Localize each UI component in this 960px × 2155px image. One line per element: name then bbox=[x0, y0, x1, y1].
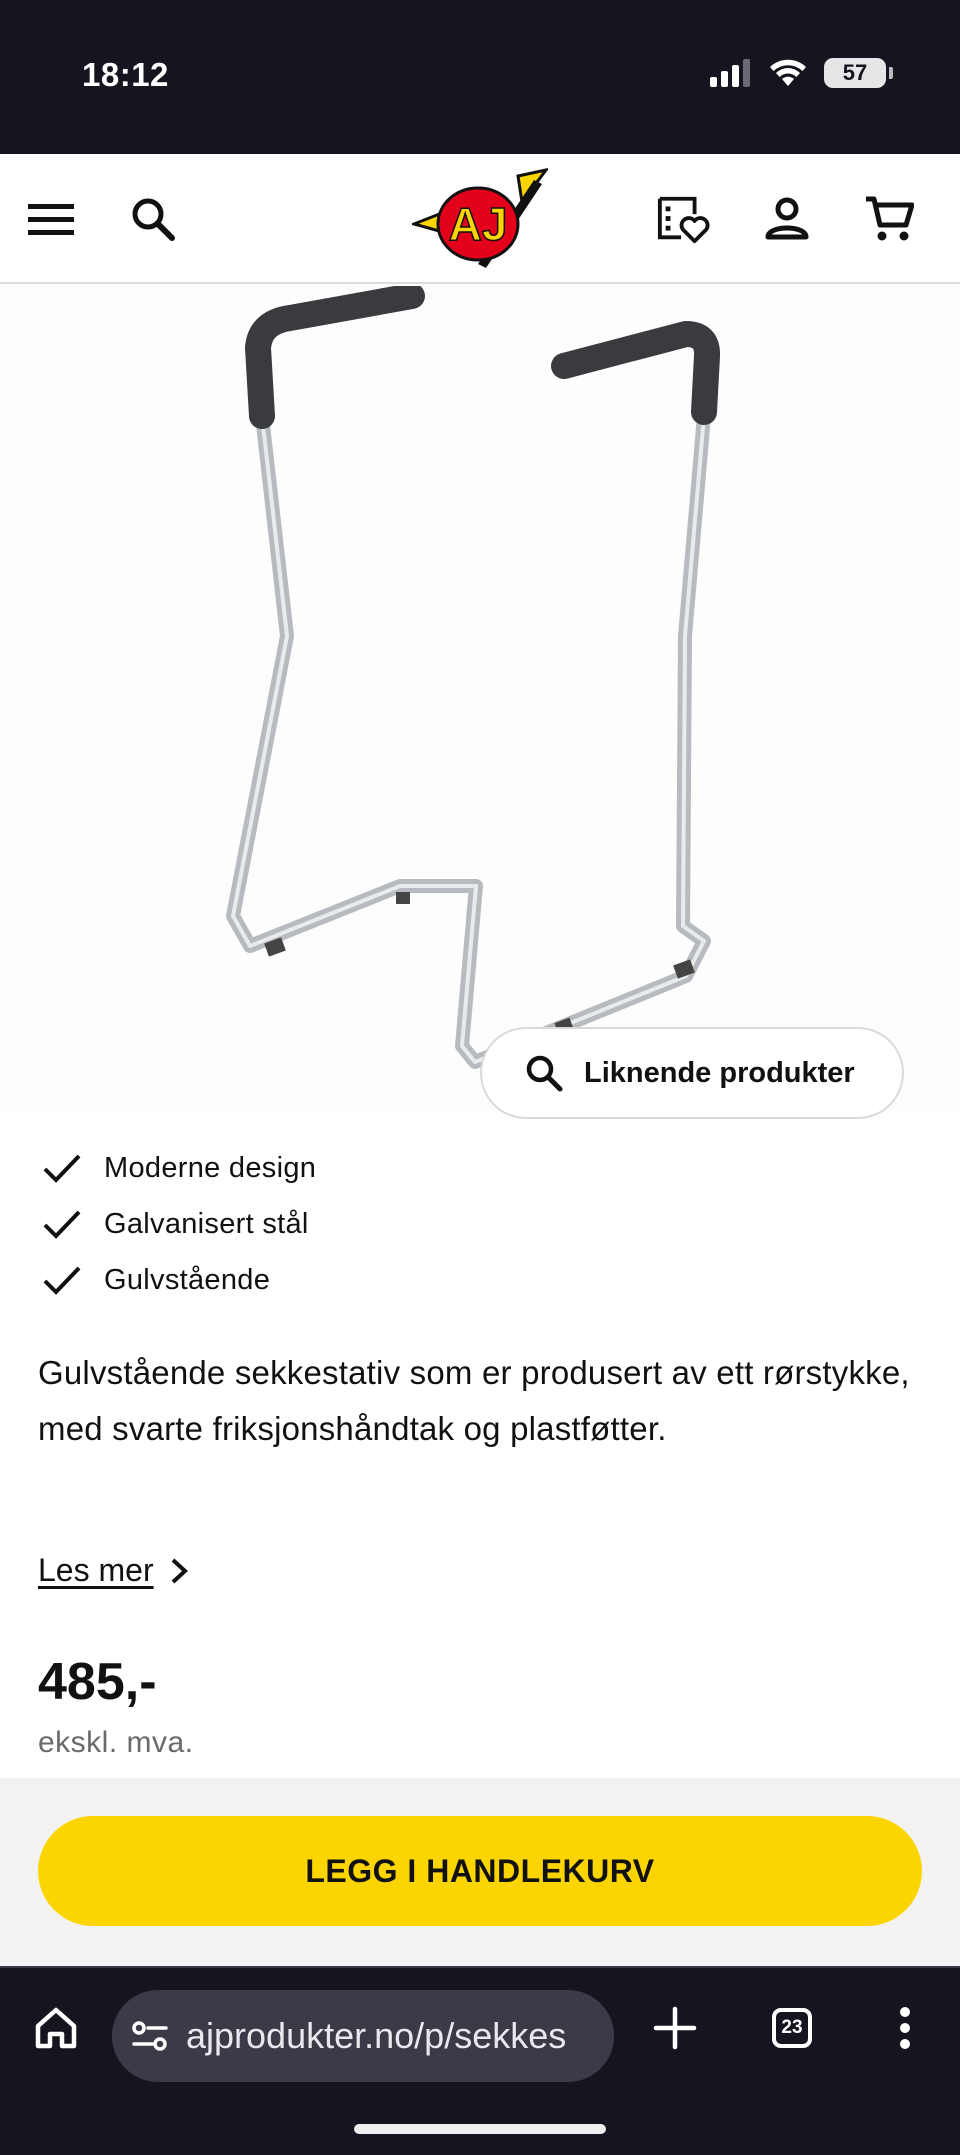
browser-toolbar bbox=[0, 1966, 960, 2155]
list-item bbox=[40, 1140, 316, 1196]
address-bar[interactable] bbox=[112, 1990, 614, 2082]
sack-stand-illustration bbox=[0, 286, 960, 1110]
battery-level: 57 bbox=[842, 60, 868, 85]
checkmark-icon bbox=[40, 1202, 84, 1246]
add-to-cart-label: LEGG I HANDLEKURV bbox=[305, 1852, 655, 1889]
tab-switcher-button[interactable] bbox=[762, 1998, 822, 2058]
product-price: 485,- bbox=[38, 1653, 157, 1711]
menu-button[interactable] bbox=[24, 192, 78, 246]
feature-text: Gulvstående bbox=[104, 1263, 271, 1296]
more-vertical-icon bbox=[898, 2006, 912, 2050]
price-vat-note: ekskl. mva. bbox=[38, 1726, 194, 1759]
similar-products-button[interactable] bbox=[480, 1027, 904, 1119]
home-indicator bbox=[354, 2124, 606, 2134]
product-image[interactable] bbox=[0, 286, 960, 1110]
feature-text: Moderne design bbox=[104, 1151, 317, 1184]
checkmark-icon bbox=[40, 1146, 84, 1190]
site-settings-icon bbox=[130, 2016, 170, 2056]
cart-button[interactable] bbox=[862, 192, 916, 246]
home-icon bbox=[32, 2004, 80, 2052]
aj-logo[interactable] bbox=[412, 166, 548, 272]
logo-text: AJ bbox=[448, 198, 508, 250]
feature-text: Galvanisert stål bbox=[104, 1207, 309, 1240]
read-more-label: Les mer bbox=[38, 1552, 154, 1588]
search-icon bbox=[524, 1053, 564, 1093]
account-button[interactable] bbox=[760, 192, 814, 246]
hamburger-menu-icon bbox=[28, 202, 74, 236]
add-to-cart-button[interactable] bbox=[38, 1816, 922, 1926]
feature-list bbox=[40, 1140, 316, 1308]
new-tab-button[interactable] bbox=[645, 1998, 705, 2058]
status-bar bbox=[0, 0, 960, 154]
status-icons bbox=[710, 58, 886, 88]
list-item bbox=[40, 1196, 316, 1252]
aj-logo-icon bbox=[412, 166, 548, 272]
add-to-cart-area bbox=[0, 1778, 960, 1966]
product-description: Gulvstående sekkestativ som er produsert av ett rørstykke, med svarte friksjonshåndtak og plastføtter. bbox=[38, 1354, 910, 1447]
search-icon bbox=[130, 196, 176, 242]
battery-indicator bbox=[824, 58, 886, 88]
browser-menu-button[interactable] bbox=[875, 1998, 935, 2058]
tab-count: 23 bbox=[772, 2008, 812, 2048]
wifi-icon bbox=[768, 58, 808, 88]
similar-products-label: Liknende produkter bbox=[584, 1056, 855, 1089]
url-text: ajprodukter.no/p/sekkes bbox=[186, 2015, 567, 2056]
read-more-link[interactable] bbox=[38, 1552, 192, 1589]
list-item bbox=[40, 1252, 316, 1308]
chevron-right-icon bbox=[166, 1556, 192, 1586]
cart-icon bbox=[864, 195, 914, 243]
site-header bbox=[0, 154, 960, 284]
search-button[interactable] bbox=[126, 192, 180, 246]
wishlist-icon bbox=[656, 194, 710, 244]
browser-home-button[interactable] bbox=[26, 1998, 86, 2058]
plus-icon bbox=[653, 2006, 697, 2050]
wishlist-button[interactable] bbox=[656, 192, 710, 246]
user-icon bbox=[765, 197, 809, 241]
status-time: 18:12 bbox=[82, 56, 169, 93]
signal-icon bbox=[710, 59, 752, 87]
checkmark-icon bbox=[40, 1258, 84, 1302]
